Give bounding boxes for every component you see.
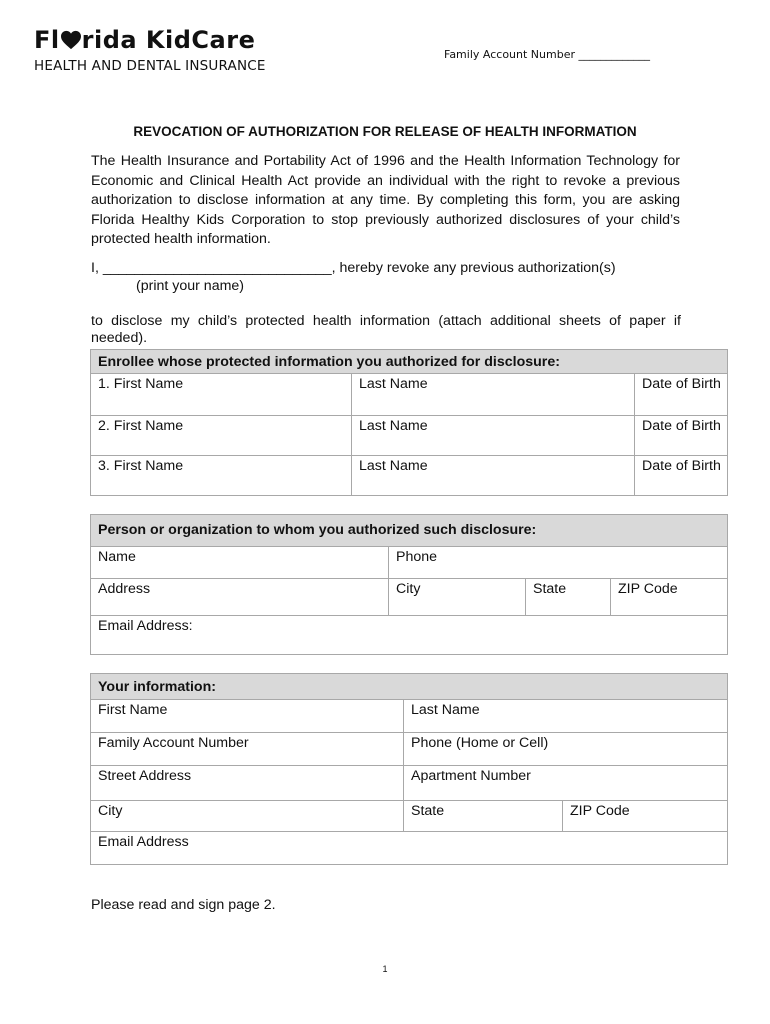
enrollee-1-first-name[interactable]: 1. First Name [98, 376, 184, 392]
heart-icon [60, 30, 82, 50]
your-first-name-field[interactable]: First Name [98, 702, 168, 718]
enrollee-table-header: Enrollee whose protected information you authorized for disclosure: [91, 350, 727, 374]
table-row [91, 766, 727, 801]
table-row [91, 416, 727, 456]
recipient-table-header: Person or organization to whom you authorized such disclosure: [91, 515, 727, 547]
your-phone-field[interactable]: Phone (Home or Cell) [403, 733, 727, 765]
your-state-field[interactable]: State [403, 801, 562, 831]
intro-paragraph: The Health Insurance and Portability Act of 1996 and the Health Information Technology for Economic and Clinical Health Act provide an individual with the right to revoke a previous authorization to disclose information at any time. By completing this form, you are asking Florida Healthy Kids Corporation to stop previously authorized disclosures of your child’s protected health information. [91, 153, 680, 247]
recipient-zip-field[interactable]: ZIP Code [610, 579, 727, 615]
table-row [91, 832, 727, 864]
recipient-name-field[interactable]: Name [98, 549, 136, 565]
enrollee-2-dob[interactable]: Date of Birth [634, 416, 727, 455]
your-city-field[interactable]: City [98, 803, 123, 819]
your-apartment-field[interactable]: Apartment Number [403, 766, 727, 800]
enrollee-3-first-name[interactable]: 3. First Name [98, 458, 184, 474]
recipient-phone-field[interactable]: Phone [388, 547, 727, 578]
your-last-name-field[interactable]: Last Name [403, 700, 727, 732]
family-account-number-field[interactable]: Family Account Number _____________ [444, 48, 650, 61]
recipient-state-field[interactable]: State [525, 579, 610, 615]
revoke-name-line[interactable]: I, _____________________________, hereby revoke any previous authorization(s) [91, 260, 616, 276]
enrollee-1-last-name[interactable]: Last Name [351, 374, 634, 415]
florida-kidcare-logo [34, 26, 266, 74]
your-information-table [90, 673, 728, 865]
enrollee-3-dob[interactable]: Date of Birth [634, 456, 727, 495]
your-family-account-field[interactable]: Family Account Number [98, 735, 249, 751]
table-row [91, 579, 727, 616]
enrollee-2-first-name[interactable]: 2. First Name [98, 418, 184, 434]
print-name-caption: (print your name) [136, 278, 245, 294]
your-email-field[interactable]: Email Address [98, 834, 189, 850]
recipient-address-field[interactable]: Address [98, 581, 151, 597]
your-zip-field[interactable]: ZIP Code [562, 801, 727, 831]
logo-subtitle: HEALTH AND DENTAL INSURANCE [34, 58, 266, 74]
enrollee-table [90, 349, 728, 496]
your-street-address-field[interactable]: Street Address [98, 768, 192, 784]
enrollee-1-dob[interactable]: Date of Birth [634, 374, 727, 415]
recipient-city-field[interactable]: City [388, 579, 525, 615]
form-title: REVOCATION OF AUTHORIZATION FOR RELEASE OF HEALTH INFORMATION [133, 124, 637, 139]
table-row [91, 374, 727, 416]
table-row [91, 801, 727, 832]
recipient-table [90, 514, 728, 655]
enrollee-2-last-name[interactable]: Last Name [351, 416, 634, 455]
table-row [91, 456, 727, 495]
logo-title: Fl rida KidCare [34, 26, 256, 54]
read-and-sign-note: Please read and sign page 2. [91, 897, 276, 913]
table-row [91, 733, 727, 766]
recipient-email-field[interactable]: Email Address: [98, 618, 193, 634]
table-row [91, 700, 727, 733]
table-row [91, 616, 727, 654]
table-row [91, 547, 727, 579]
your-information-header: Your information: [91, 674, 727, 700]
page-number: 1 [382, 964, 388, 974]
disclose-paragraph: to disclose my child’s protected health information (attach additional sheets of paper if needed). [91, 313, 681, 346]
enrollee-3-last-name[interactable]: Last Name [351, 456, 634, 495]
